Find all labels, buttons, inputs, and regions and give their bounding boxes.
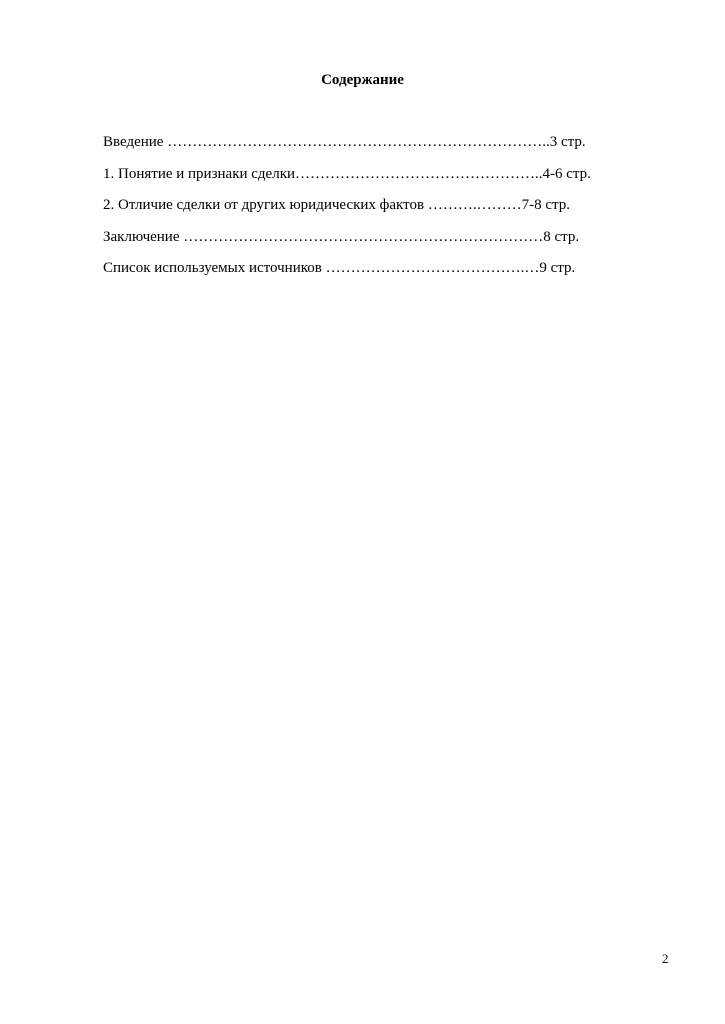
toc-title: Содержание [321, 72, 404, 88]
toc-entry-introduction: Введение …………………………………………………………………..3 стр. [103, 134, 586, 150]
toc-entry-concept: 1. Понятие и признаки сделки…………………………………………..4-6 стр. [103, 166, 591, 182]
toc-entry-conclusion: Заключение ………………………………………………………………8 стр. [103, 229, 580, 245]
page-number: 2 [662, 951, 669, 966]
toc-entry-sources: Список используемых источников ………………………………….…9 стр. [103, 260, 576, 276]
toc-entry-difference: 2. Отличие сделки от других юридических фактов ……….………7-8 стр. [103, 197, 570, 213]
